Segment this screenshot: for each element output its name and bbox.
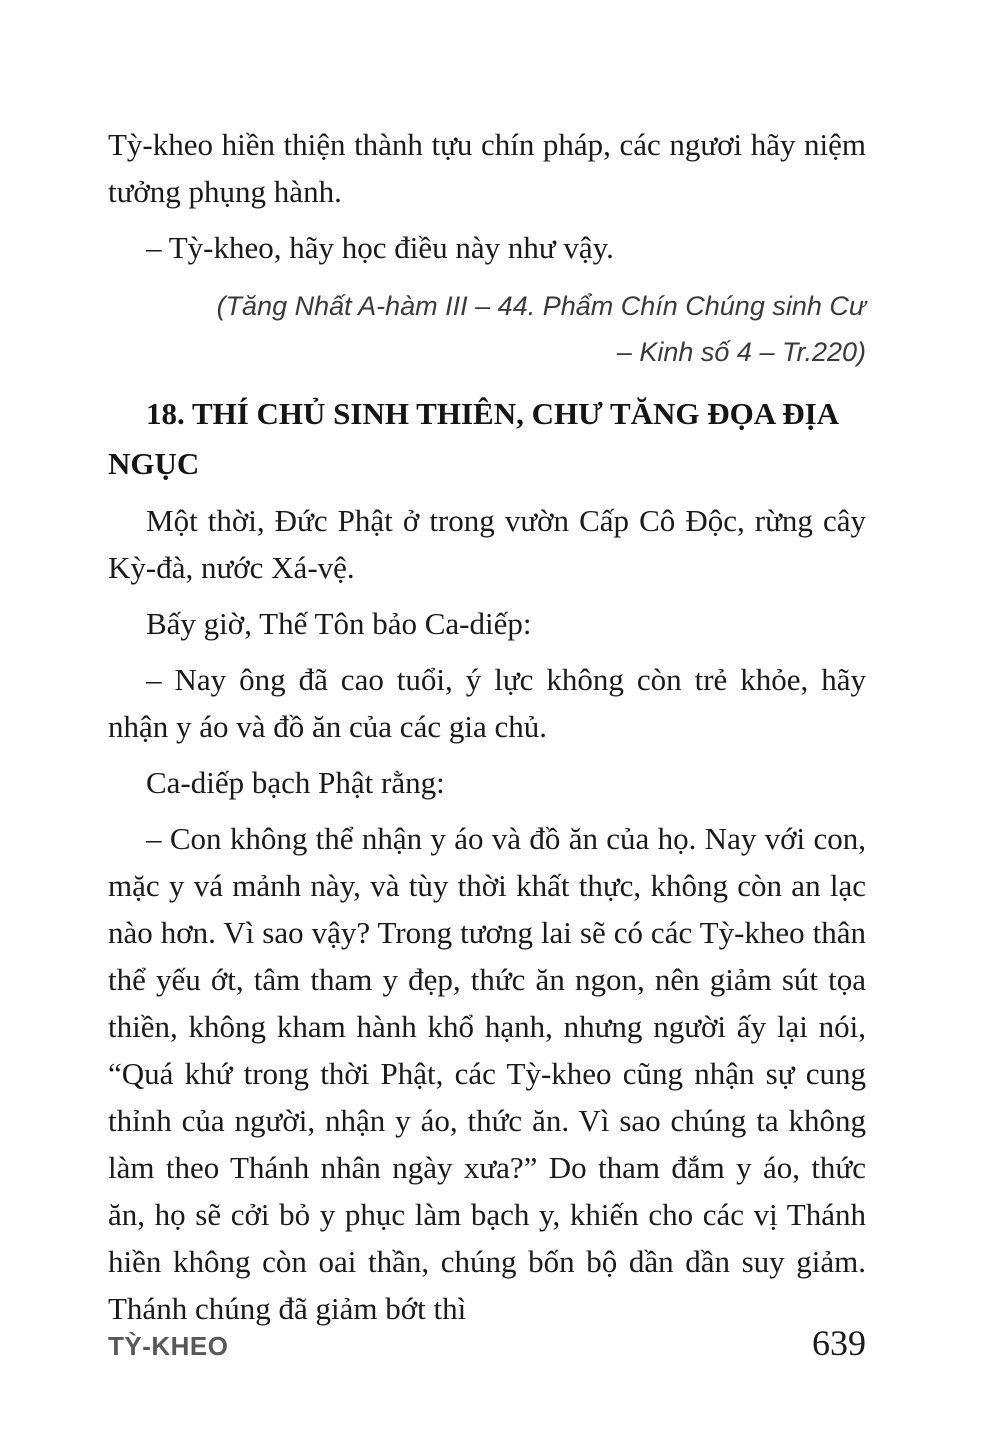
paragraph-setting: Một thời, Đức Phật ở trong vườn Cấp Cô Độc, rừng cây Kỳ-đà, nước Xá-vệ. (108, 503, 866, 585)
paragraph-narration-1: Bấy giờ, Thế Tôn bảo Ca-diếp: (146, 606, 532, 641)
paragraph-dialog-1: – Tỳ-kheo, hãy học điều này như vậy. (146, 230, 614, 265)
section-heading: 18. THÍ CHỦ SINH THIÊN, CHƯ TĂNG ĐỌA ĐỊA NGỤC (108, 396, 838, 481)
paragraph-continuation: Tỳ-kheo hiền thiện thành tựu chín pháp, các ngươi hãy niệm tưởng phụng hành. (108, 127, 866, 209)
paragraph-dialog-2: – Nay ông đã cao tuổi, ý lực không còn trẻ khỏe, hãy nhận y áo và đồ ăn của các gia chủ. (108, 662, 866, 744)
citation-line-1: (Tăng Nhất A-hàm III – 44. Phẩm Chín Chúng sinh Cư (216, 291, 866, 321)
paragraph-dialog-3: – Con không thể nhận y áo và đồ ăn của họ. Nay với con, mặc y vá mảnh này, và tùy thời khất thực, không còn an lạc nào hơn. Vì sao vậy? Trong tương lai sẽ có các Tỳ-kheo thân thể yếu ớt, tâm tham y đẹp, thức ăn ngon, nên giảm sút tọa thiền, không kham hành khổ hạnh, nhưng người ấy lại nói, “Quá khứ trong thời Phật, các Tỳ-kheo cũng nhận sự cung thỉnh của người, nhận y áo, thức ăn. Vì sao chúng ta không làm theo Thánh nhân ngày xưa?” Do tham đắm y áo, thức ăn, họ sẽ cởi bỏ y phục làm bạch y, khiến cho các vị Thánh hiền không còn oai thần, chúng bốn bộ dần dần suy giảm. Thánh chúng đã giảm bớt thì (108, 821, 866, 1326)
citation-line-2: – Kinh số 4 – Tr.220) (616, 337, 866, 367)
page-footer (108, 1322, 866, 1364)
scripture-citation (108, 283, 866, 375)
page-content (108, 0, 866, 1332)
page-number: 639 (812, 1323, 866, 1363)
paragraph-narration-2: Ca-diếp bạch Phật rằng: (146, 765, 445, 800)
running-title: TỲ-KHEO (108, 1331, 229, 1361)
